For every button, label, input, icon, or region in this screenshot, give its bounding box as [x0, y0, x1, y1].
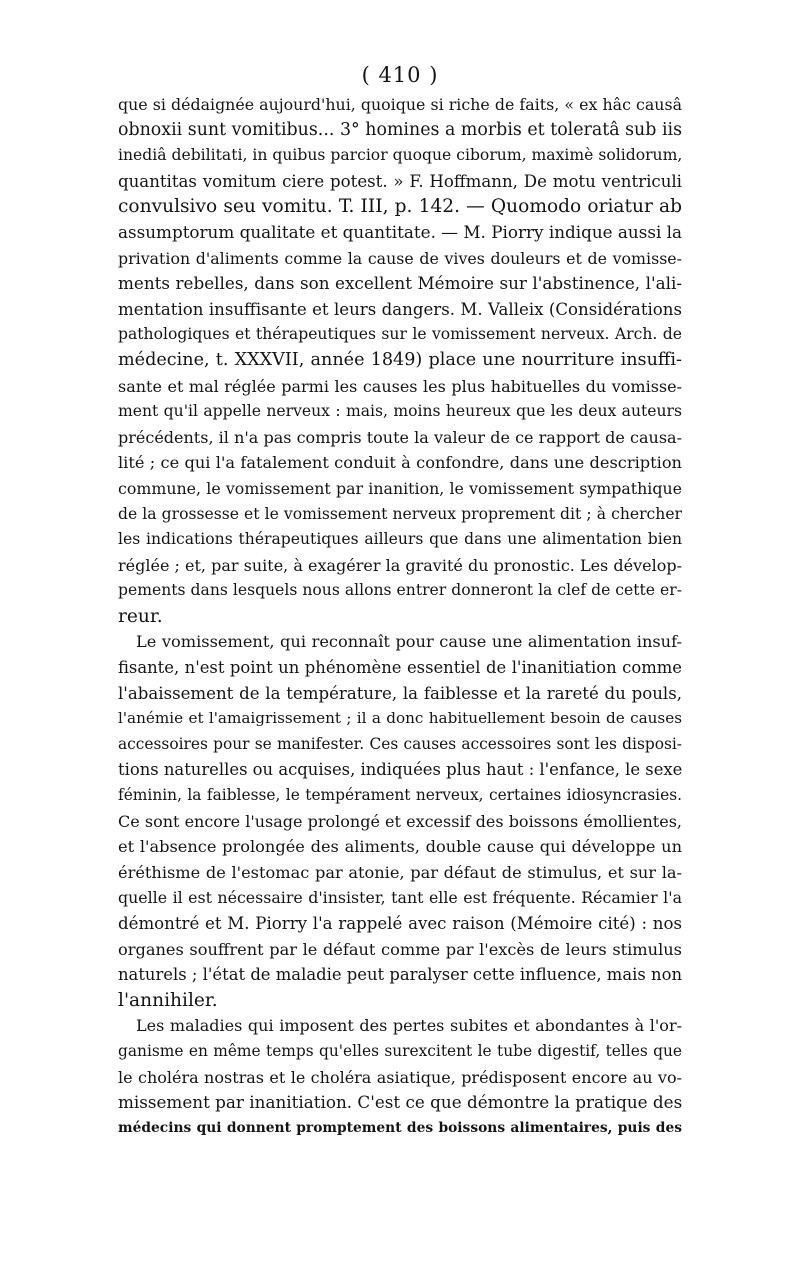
text-line: l'anémie et l'amaigrissement ; il a donc habituellement besoin de causes	[118, 709, 682, 728]
text-line: que si dédaignée aujourd'hui, quoique si riche de faits, « ex hâc causâ	[118, 95, 682, 114]
text-line: naturels ; l'état de maladie peut paralyser cette influence, mais non	[118, 965, 682, 985]
page-number: ( 410 )	[361, 63, 439, 87]
text-line: pathologiques et thérapeutiques sur le vomissement nerveux. Arch. de	[118, 325, 682, 344]
text-line: Ce sont encore l'usage prolongé et excessif des boissons émollientes,	[118, 811, 682, 831]
text-line: organes souffrent par le défaut comme par l'excès de leurs stimulus	[118, 939, 682, 959]
paragraph-2	[118, 629, 682, 1013]
text-line: l'annihiler.	[118, 989, 218, 1011]
text-line: médecine, t. XXXVII, année 1849) place une nourriture insuffi-	[118, 349, 682, 370]
text-line: assumptorum qualitate et quantitate. — M. Piorry indique aussi la	[118, 221, 682, 242]
text-line: féminin, la faiblesse, le tempérament nerveux, certaines idiosyncrasies.	[118, 786, 682, 805]
text-line: commune, le vomissement par inanition, le vomissement sympathique	[118, 478, 682, 498]
text-line: précédents, il n'a pas compris toute la valeur de ce rapport de causa-	[118, 427, 682, 447]
text-line: inediâ debilitati, in quibus parcior quoque ciborum, maximè solidorum,	[118, 146, 682, 165]
text-line: le choléra nostras et le choléra asiatique, prédisposent encore au vo-	[118, 1067, 682, 1087]
text-line: médecins qui donnent promptement des boissons alimentaires, puis des	[118, 1119, 682, 1136]
text-line: quelle il est nécessaire d'insister, tant elle est fréquente. Récamier l'a	[118, 888, 682, 908]
text-line: accessoires pour se manifester. Ces causes accessoires sont les disposi-	[118, 734, 682, 753]
text-line: obnoxii sunt vomitibus... 3° homines a morbis et toleratâ sub iis	[118, 119, 682, 140]
text-line: fisante, n'est point un phénomène essentiel de l'inanitiation comme	[118, 658, 682, 678]
text-line: mentation insuffisante et leurs dangers. M. Valleix (Considérations	[118, 299, 682, 319]
text-line: missement par inanitiation. C'est ce que démontre la pratique des	[118, 1092, 682, 1113]
text-line: privation d'aliments comme la cause de vives douleurs et de vomisse-	[118, 248, 682, 268]
text-line: éréthisme de l'estomac par atonie, par défaut de stimulus, et sur la-	[118, 862, 682, 882]
text-line: démontré et M. Piorry l'a rappelé avec raison (Mémoire cité) : nos	[118, 914, 682, 933]
paragraph-1	[118, 92, 682, 629]
text-line: l'abaissement de la température, la faiblesse et la rareté du pouls,	[118, 683, 682, 703]
paragraph-3	[118, 1013, 682, 1141]
text-line: ments rebelles, dans son excellent Mémoire sur l'abstinence, l'ali-	[118, 273, 682, 294]
text-line: sante et mal réglée parmi les causes les plus habituelles du vomisse-	[118, 376, 682, 396]
text-line: les indications thérapeutiques ailleurs que dans une alimentation bien	[118, 530, 682, 549]
text-line: tions naturelles ou acquises, indiquées plus haut : l'enfance, le sexe	[118, 760, 682, 780]
text-line: Le vomissement, qui reconnaît pour cause une alimentation insuf-	[136, 632, 682, 652]
text-line: ganisme en même temps qu'elles surexcitent le tube digestif, telles que	[118, 1041, 682, 1060]
text-line: quantitas vomitum ciere potest. » F. Hoffmann, De motu ventriculi	[118, 171, 682, 191]
text-line: pements dans lesquels nous allons entrer donneront la clef de cette er-	[118, 581, 682, 600]
text-line: convulsivo seu vomitu. T. III, p. 142. — Quomodo oriatur ab	[118, 196, 682, 218]
text-line: de la grossesse et le vomissement nerveux proprement dit ; à chercher	[118, 504, 682, 523]
text-line: Les maladies qui imposent des pertes subites et abondantes à l'or-	[136, 1016, 682, 1036]
text-line: ment qu'il appelle nerveux : mais, moins heureux que les deux auteurs	[118, 402, 682, 421]
text-line: réglée ; et, par suite, à exagérer la gravité du pronostic. Les dévelop-	[118, 555, 682, 575]
body-text	[118, 92, 682, 1141]
text-line: lité ; ce qui l'a fatalement conduit à confondre, dans une description	[118, 453, 682, 473]
text-line: et l'absence prolongée des aliments, double cause qui développe un	[118, 837, 682, 857]
text-line: reur.	[118, 605, 163, 627]
